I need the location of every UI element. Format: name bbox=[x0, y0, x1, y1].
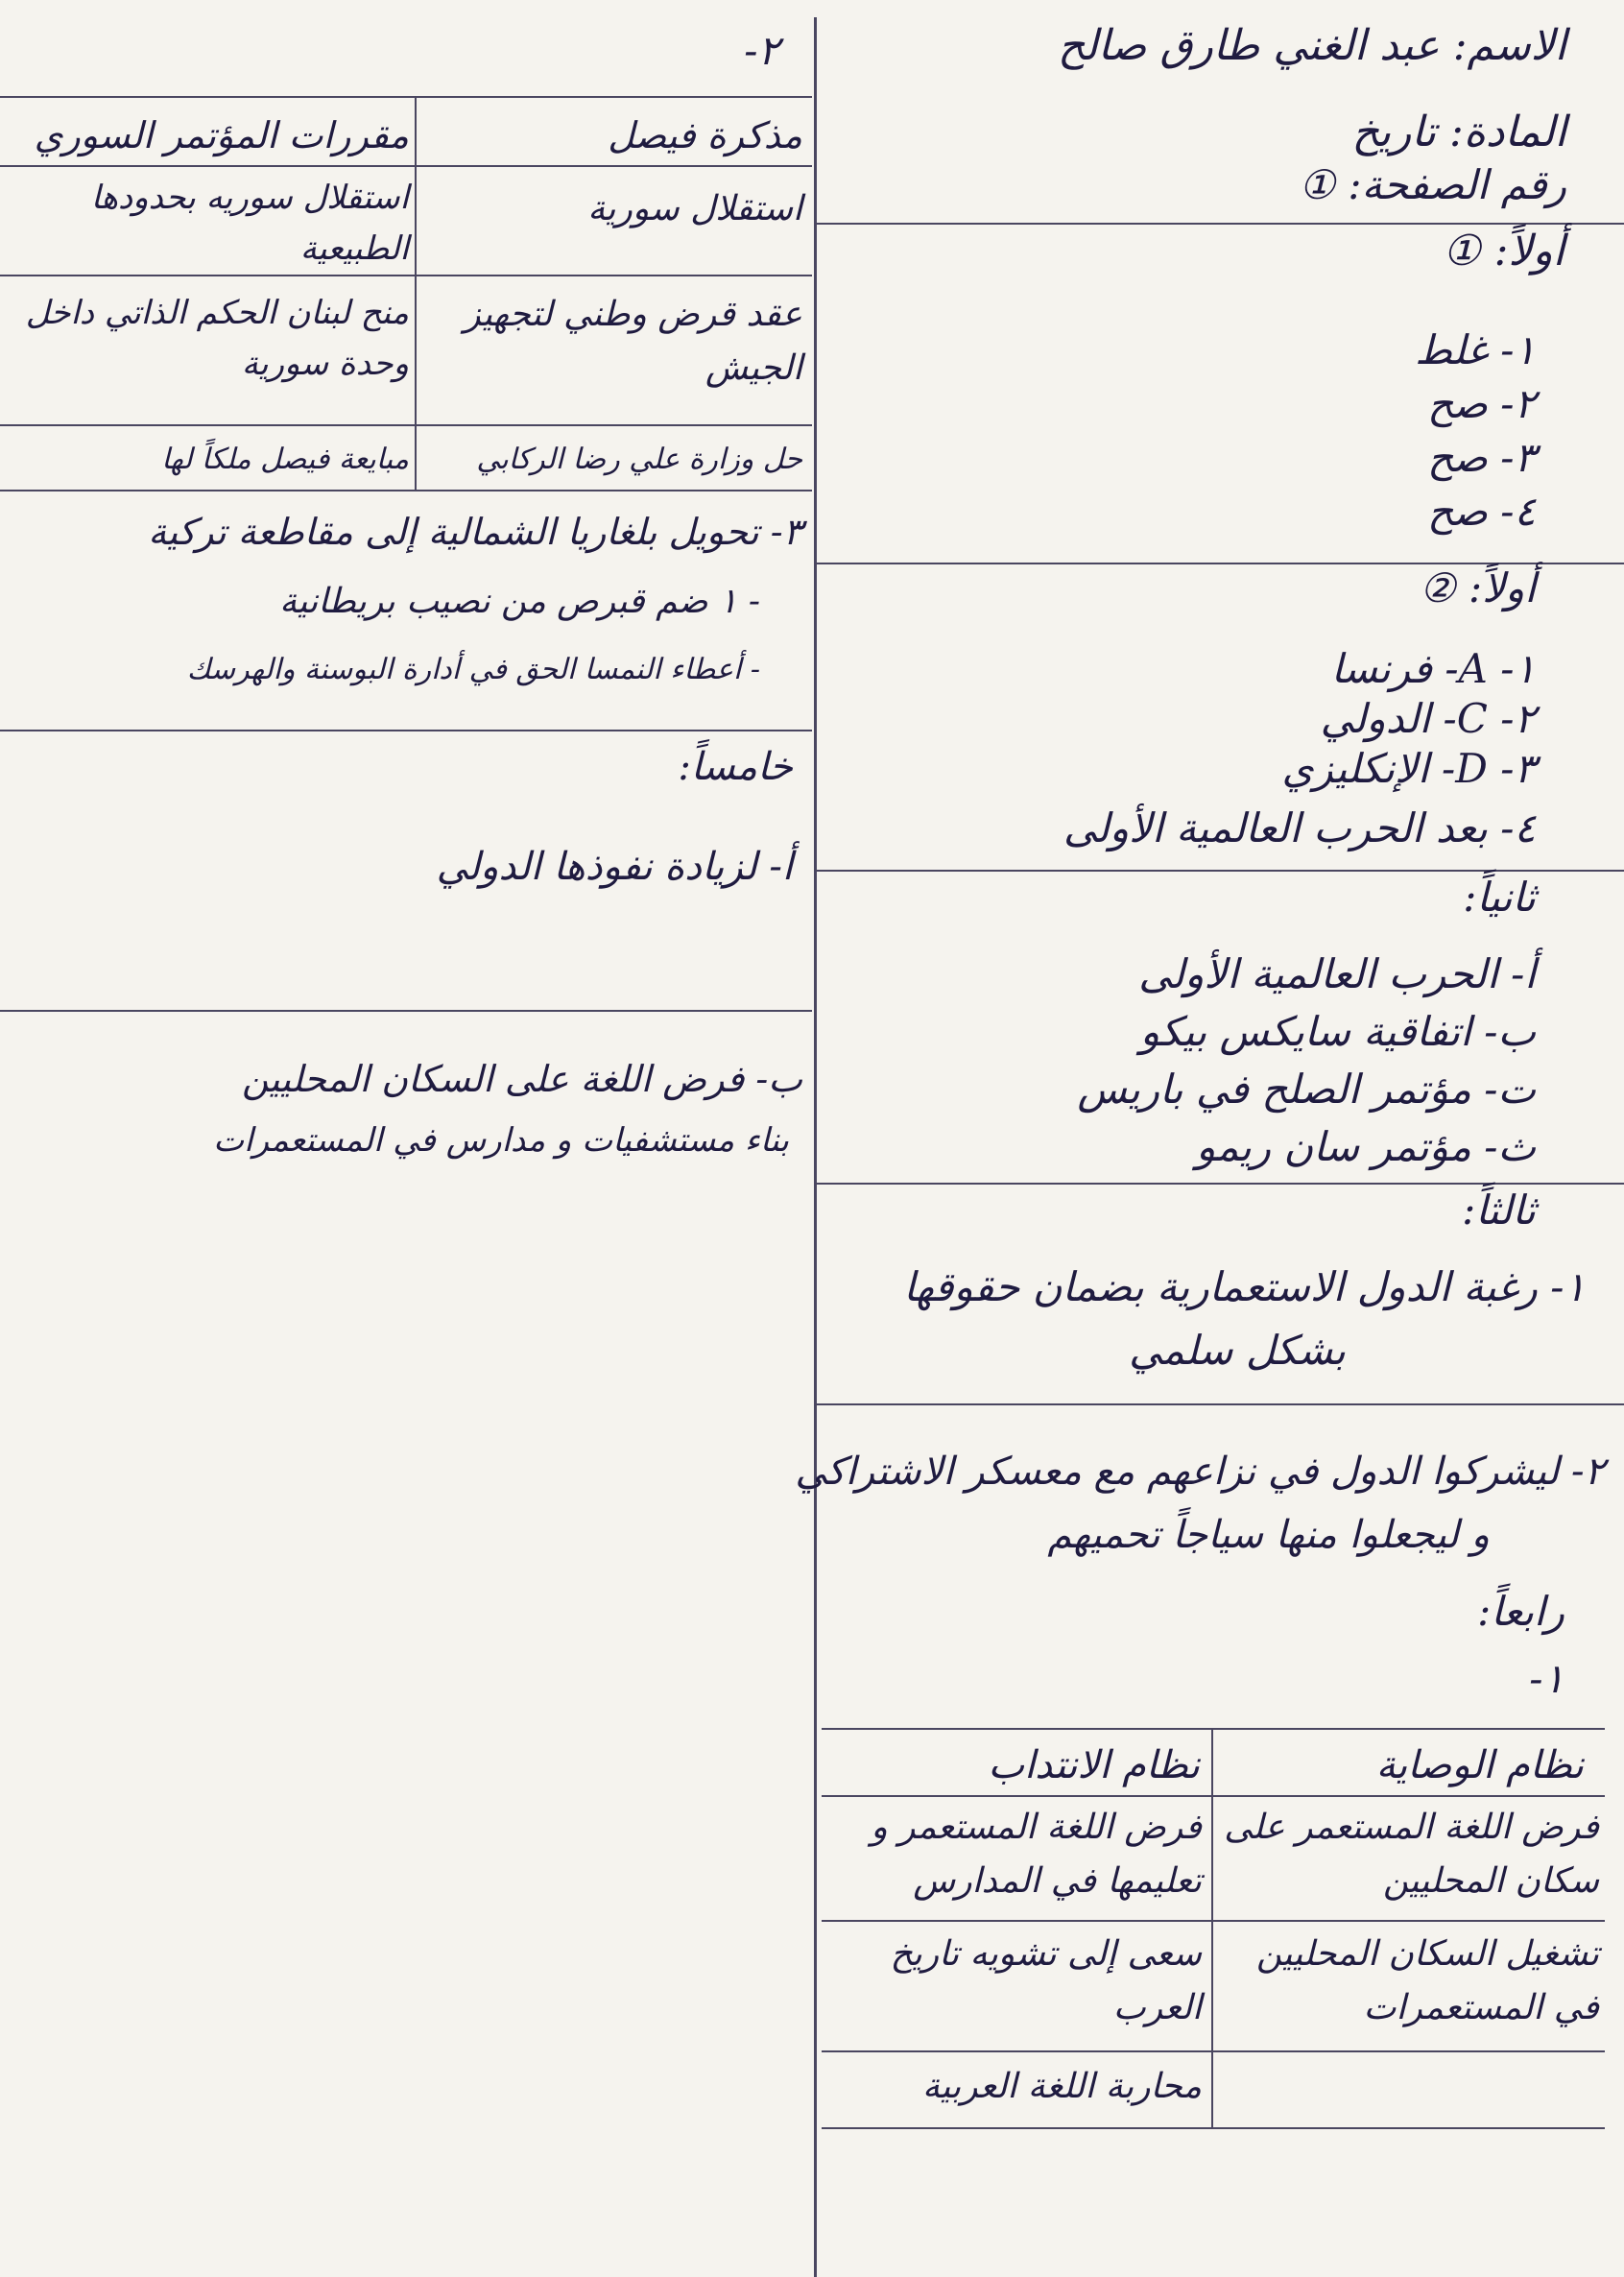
answer-line: - أعطاء النمسا الحق في أدارة البوسنة والهرسك bbox=[186, 653, 760, 686]
table-cell: سعى إلى تشويه تاريخ العرب bbox=[890, 1934, 1202, 2027]
table-border bbox=[0, 165, 812, 167]
list-item: ٢- C- الدولي bbox=[1320, 695, 1536, 742]
table-border bbox=[0, 96, 812, 98]
answer-line: أ- لزيادة نفوذها الدولي bbox=[436, 845, 793, 889]
table-border bbox=[0, 490, 812, 491]
table-border bbox=[822, 1795, 1605, 1797]
divider bbox=[816, 1403, 1624, 1405]
section-heading: ثانياً: bbox=[1463, 874, 1536, 921]
divider bbox=[816, 870, 1624, 872]
table-cell: استقلال سوريه بحدودها الطبيعية bbox=[90, 179, 409, 268]
answer-line: ١- رغبة الدول الاستعمارية بضمان حقوقها bbox=[903, 1263, 1586, 1310]
table-cell: فرض اللغة المستعمر و تعليمها في المدارس bbox=[871, 1808, 1202, 1901]
answer-line: ب- فرض اللغة على السكان المحليين bbox=[241, 1058, 802, 1100]
table-border bbox=[822, 2050, 1605, 2052]
list-item: ٤- صح bbox=[1427, 488, 1536, 535]
table-cell: تشغيل السكان المحليين في المستعمرات bbox=[1256, 1934, 1599, 2027]
section-heading: خامساً: bbox=[678, 745, 793, 789]
page-number: رقم الصفحة: ① bbox=[1299, 161, 1566, 208]
answer-line: - ١ ضم قبرص من نصيب بريطانية bbox=[279, 582, 760, 621]
answer-line: بناء مستشفيات و مدارس في المستعمرات bbox=[213, 1121, 789, 1160]
question-number: ٢- bbox=[744, 27, 779, 74]
divider bbox=[816, 223, 1624, 225]
answer-line: ٣- تحويل بلغاريا الشمالية إلى مقاطعة تركية bbox=[148, 511, 802, 553]
list-item: ١- bbox=[1529, 1655, 1564, 1702]
section-heading: رابعاً: bbox=[1477, 1588, 1564, 1635]
list-item: ب- اتفاقية سايكس بيكو bbox=[1139, 1008, 1536, 1055]
table-border bbox=[822, 2127, 1605, 2129]
table-border bbox=[1211, 1728, 1213, 2127]
table-header: مقررات المؤتمر السوري bbox=[34, 114, 409, 156]
student-name: الاسم: عبد الغني طارق صالح bbox=[1057, 21, 1566, 70]
table-cell: فرض اللغة المستعمر على سكان المحليين bbox=[1224, 1808, 1599, 1901]
table-cell: محاربة اللغة العربية bbox=[921, 2067, 1202, 2106]
subject: المادة: تاريخ bbox=[1351, 108, 1566, 156]
list-item: ٣- D- الإنكليزي bbox=[1281, 745, 1536, 792]
list-item: أ- الحرب العالمية الأولى bbox=[1138, 950, 1536, 997]
table-border bbox=[822, 1728, 1605, 1730]
table-cell: استقلال سورية bbox=[587, 189, 802, 228]
table-header: نظام الوصاية bbox=[1375, 1743, 1584, 1787]
list-item: ٤- بعد الحرب العالمية الأولى bbox=[1063, 804, 1536, 851]
table-header: مذكرة فيصل bbox=[608, 114, 802, 156]
answer-line: و ليجعلوا منها سياجاً تحميهم bbox=[1047, 1513, 1490, 1557]
table-header: نظام الانتداب bbox=[988, 1743, 1200, 1787]
table-border bbox=[822, 1920, 1605, 1922]
center-divider bbox=[814, 17, 817, 2277]
table-cell: مبايعة فيصل ملكاً لها bbox=[161, 443, 409, 476]
list-item: ث- مؤتمر سان ريمو bbox=[1196, 1123, 1536, 1170]
table-cell: منح لبنان الحكم الذاتي داخل وحدة سورية bbox=[25, 294, 409, 383]
list-item: ١- A- فرنسا bbox=[1330, 645, 1536, 692]
divider bbox=[0, 730, 812, 731]
answer-line: ٢- ليشركوا الدول في نزاعهم مع معسكر الاشتراكي bbox=[795, 1450, 1605, 1494]
answer-line: بشكل سلمي bbox=[1129, 1327, 1346, 1374]
list-item: ١- غلط bbox=[1415, 326, 1536, 373]
table-cell: حل وزارة علي رضا الركابي bbox=[476, 443, 802, 476]
list-item: ت- مؤتمر الصلح في باريس bbox=[1077, 1066, 1536, 1113]
table-border bbox=[0, 424, 812, 426]
table-border bbox=[0, 275, 812, 276]
section-heading: أولاً: ② bbox=[1419, 564, 1536, 611]
list-item: ٣- صح bbox=[1427, 434, 1536, 481]
list-item: ٢- صح bbox=[1427, 380, 1536, 427]
section-heading: ثالثاً: bbox=[1462, 1186, 1536, 1234]
section-heading: أولاً: ① bbox=[1443, 227, 1564, 276]
divider bbox=[816, 1183, 1624, 1185]
table-cell: عقد قرض وطني لتجهيز الجيش bbox=[464, 295, 802, 388]
table-border bbox=[415, 96, 417, 490]
divider bbox=[0, 1010, 812, 1012]
